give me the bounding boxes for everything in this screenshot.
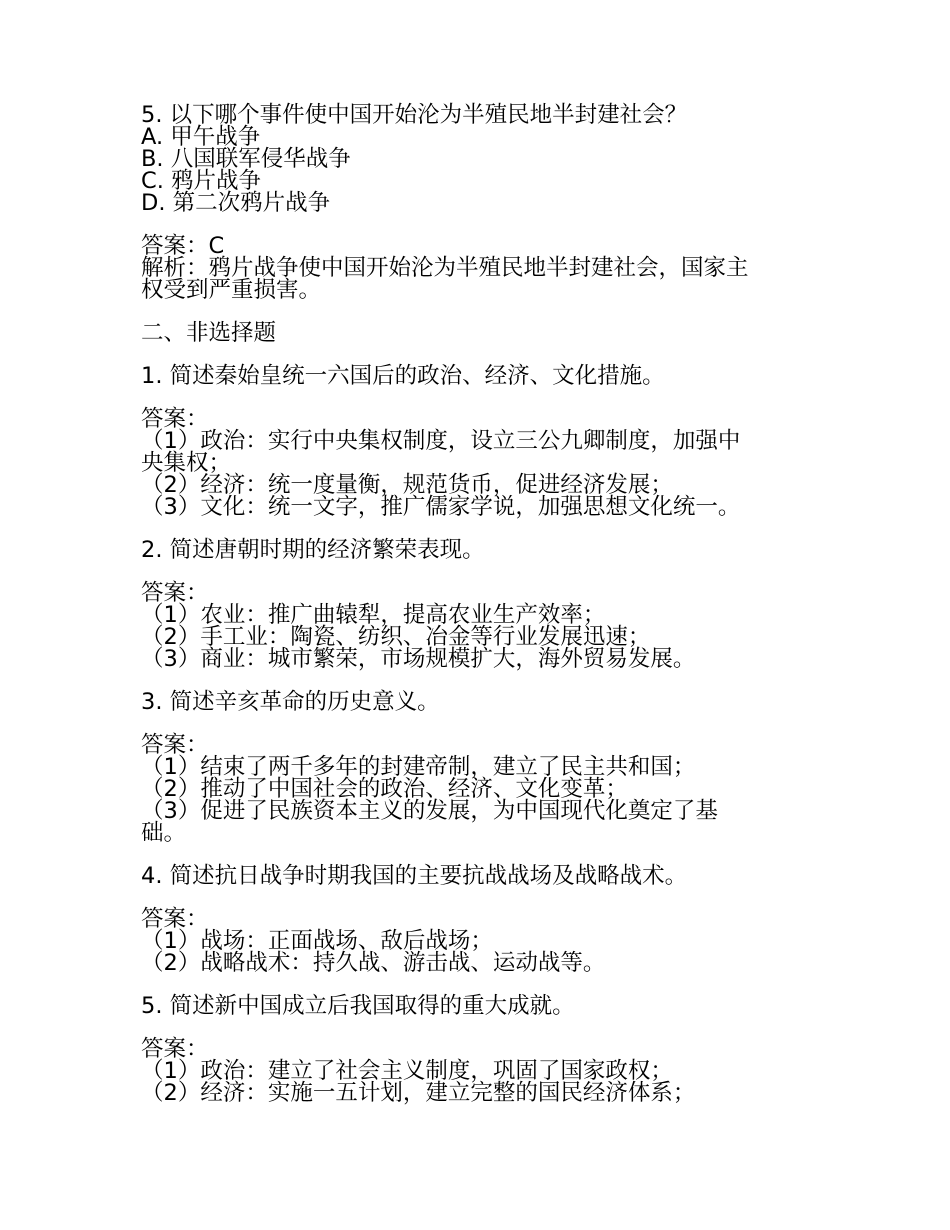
essay-question-2 <box>141 539 821 670</box>
answer-line: （1）农业：推广曲辕犁，提高农业生产效率； <box>141 602 606 628</box>
answer-line: （2）推动了中国社会的政治、经济、文化变革； <box>141 776 628 802</box>
answer-label: 答案： <box>141 732 209 758</box>
answer-line: （2）战略战术：持久战、游击战、运动战等。 <box>141 950 606 976</box>
answer-line: （1）战场：正面战场、敌后战场； <box>141 928 493 954</box>
essay-question-5 <box>141 995 821 1104</box>
answer-text: 答案：C <box>141 233 225 259</box>
answer-line: （2）经济：统一度量衡，规范货币，促进经济发展； <box>141 472 673 498</box>
answer-line: （3）促进了民族资本主义的发展，为中国现代化奠定了基 <box>141 798 718 824</box>
answer-line: （3）商业：城市繁荣，市场规模扩大，海外贸易发展。 <box>141 646 696 672</box>
question-text: 2. 简述唐朝时期的经济繁荣表现。 <box>141 537 485 563</box>
section-title: 二、非选择题 <box>141 320 277 346</box>
answer-label: 答案： <box>141 1036 209 1062</box>
answer-label: 答案： <box>141 406 209 432</box>
analysis-line: 权受到严重损害。 <box>141 277 322 303</box>
essay-question-1 <box>141 365 821 518</box>
document-page <box>141 104 821 1104</box>
option-d: D. 第二次鸦片战争 <box>141 190 331 216</box>
answer-label: 答案： <box>141 580 209 606</box>
answer-line: 础。 <box>141 820 187 846</box>
answer-line: （1）政治：建立了社会主义制度，巩固了国家政权； <box>141 1058 673 1084</box>
option-a: A. 甲午战争 <box>141 124 261 150</box>
essay-question-3 <box>141 691 821 844</box>
analysis-line: 解析：鸦片战争使中国开始沦为半殖民地半封建社会，国家主 <box>141 255 749 281</box>
question-text: 3. 简述辛亥革命的历史意义。 <box>141 689 440 715</box>
question-text: 4. 简述抗日战争时期我国的主要抗战战场及战略战术。 <box>141 863 688 889</box>
question-text: 5. 以下哪个事件使中国开始沦为半殖民地半封建社会？ <box>141 102 688 128</box>
option-b: B. 八国联军侵华战争 <box>141 146 351 172</box>
answer-line: （3）文化：统一文字，推广儒家学说，加强思想文化统一。 <box>141 494 741 520</box>
answer-label: 答案： <box>141 906 209 932</box>
essay-question-4 <box>141 865 821 974</box>
question-text: 5. 简述新中国成立后我国取得的重大成就。 <box>141 993 575 1019</box>
answer-line: 央集权； <box>141 450 232 476</box>
question-text: 1. 简述秦始皇统一六国后的政治、经济、文化措施。 <box>141 363 665 389</box>
answer-line: （2）手工业：陶瓷、纺织、冶金等行业发展迅速； <box>141 624 651 650</box>
answer-line: （2）经济：实施一五计划，建立完整的国民经济体系； <box>141 1080 696 1106</box>
option-c: C. 鸦片战争 <box>141 168 262 194</box>
mcq-question-5 <box>141 104 821 301</box>
answer-line: （1）政治：实行中央集权制度，设立三公九卿制度，加强中 <box>141 428 741 454</box>
answer-line: （1）结束了两千多年的封建帝制，建立了民主共和国； <box>141 754 696 780</box>
